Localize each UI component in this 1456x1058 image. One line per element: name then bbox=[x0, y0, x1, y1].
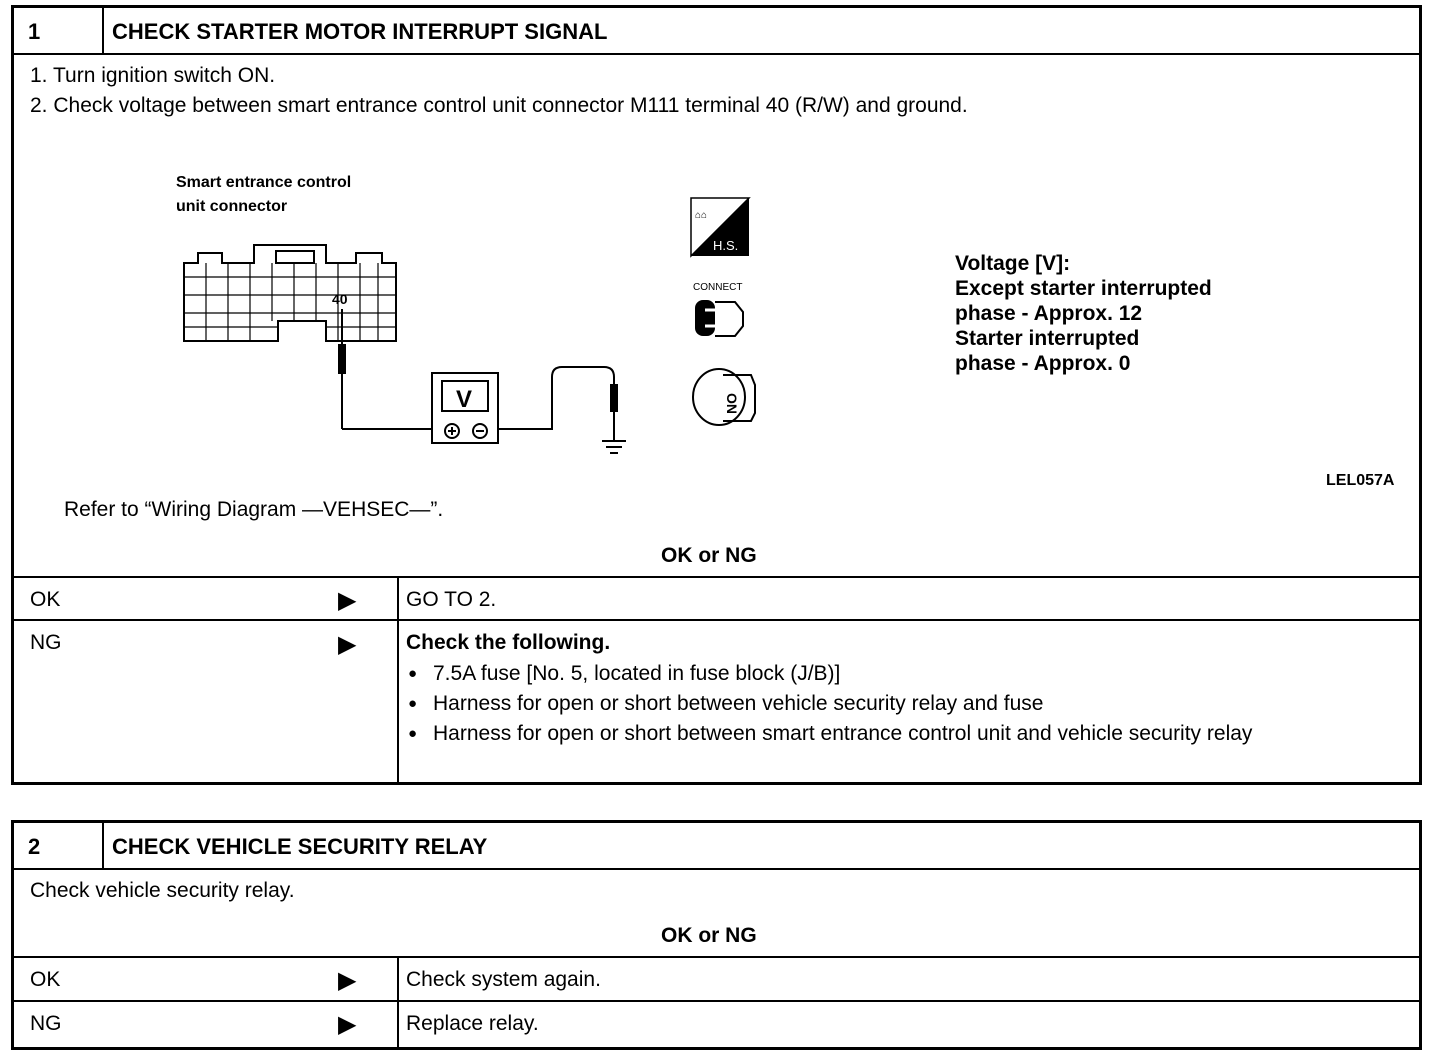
step-number: 1 bbox=[14, 8, 104, 53]
ng-check-list bbox=[406, 659, 1406, 749]
ignition-key-on-icon bbox=[689, 363, 769, 433]
voltage-spec-line2: Except starter interrupted bbox=[955, 277, 1212, 300]
list-item: ● Harness for open or short between vehicle security relay and fuse bbox=[406, 689, 1406, 719]
step-number: 2 bbox=[14, 823, 104, 868]
voltage-check-diagram bbox=[174, 233, 634, 463]
step-title: CHECK VEHICLE SECURITY RELAY bbox=[112, 834, 488, 859]
ok-label: OK bbox=[30, 588, 61, 611]
connector-icon bbox=[184, 245, 396, 341]
voltage-spec-line4: Starter interrupted bbox=[955, 327, 1140, 350]
list-item: ● 7.5A fuse [No. 5, located in fuse block (J/B)] bbox=[406, 659, 1406, 689]
result-header: OK or NG bbox=[661, 544, 757, 567]
connector-connect-icon bbox=[689, 278, 769, 348]
svg-text:CONNECT: CONNECT bbox=[693, 282, 743, 293]
arrow-icon: ▶ bbox=[338, 587, 357, 614]
instruction-1: 1. Turn ignition switch ON. bbox=[30, 64, 276, 87]
step-2-table bbox=[11, 820, 1422, 1050]
list-item: ● Harness for open or short between smart entrance control unit and vehicle security relay bbox=[406, 719, 1383, 749]
connector-label-line2: unit connector bbox=[176, 198, 288, 215]
step-2-header bbox=[14, 823, 1419, 870]
ok-label: OK bbox=[30, 968, 61, 991]
ng-action-title: Check the following. bbox=[406, 631, 611, 654]
svg-text:ON: ON bbox=[724, 393, 740, 414]
step-1-header bbox=[14, 8, 1419, 55]
connector-label-line1: Smart entrance control bbox=[176, 174, 352, 191]
ng-label: NG bbox=[30, 1012, 62, 1035]
arrow-icon: ▶ bbox=[338, 631, 357, 658]
ng-action: Replace relay. bbox=[406, 1012, 539, 1035]
step-1-table bbox=[11, 5, 1422, 785]
ok-action: GO TO 2. bbox=[406, 588, 497, 611]
arrow-icon: ▶ bbox=[338, 1011, 357, 1038]
voltage-spec-line5: phase - Approx. 0 bbox=[955, 352, 1131, 375]
terminal-label: 40 bbox=[332, 291, 348, 307]
instruction-2: 2. Check voltage between smart entrance control unit connector M111 terminal 40 (R/W) and ground. bbox=[30, 94, 968, 117]
voltage-spec-line1: Voltage [V]: bbox=[955, 252, 1071, 275]
ng-label: NG bbox=[30, 631, 62, 654]
meter-letter: V bbox=[456, 386, 473, 413]
figure-code: LEL057A bbox=[1326, 472, 1395, 489]
step-2-instruction: Check vehicle security relay. bbox=[30, 879, 295, 902]
harness-side-icon bbox=[689, 196, 759, 266]
svg-text:H.S.: H.S. bbox=[713, 238, 739, 253]
arrow-icon: ▶ bbox=[338, 967, 357, 994]
ok-action: Check system again. bbox=[406, 968, 601, 991]
ground-lead-icon bbox=[498, 367, 626, 453]
result-header: OK or NG bbox=[661, 924, 757, 947]
step-title: CHECK STARTER MOTOR INTERRUPT SIGNAL bbox=[112, 19, 608, 44]
wiring-diagram-reference: Refer to “Wiring Diagram —VEHSEC—”. bbox=[64, 498, 444, 521]
voltage-spec-line3: phase - Approx. 12 bbox=[955, 302, 1143, 325]
svg-text:⌂⌂: ⌂⌂ bbox=[695, 210, 708, 221]
